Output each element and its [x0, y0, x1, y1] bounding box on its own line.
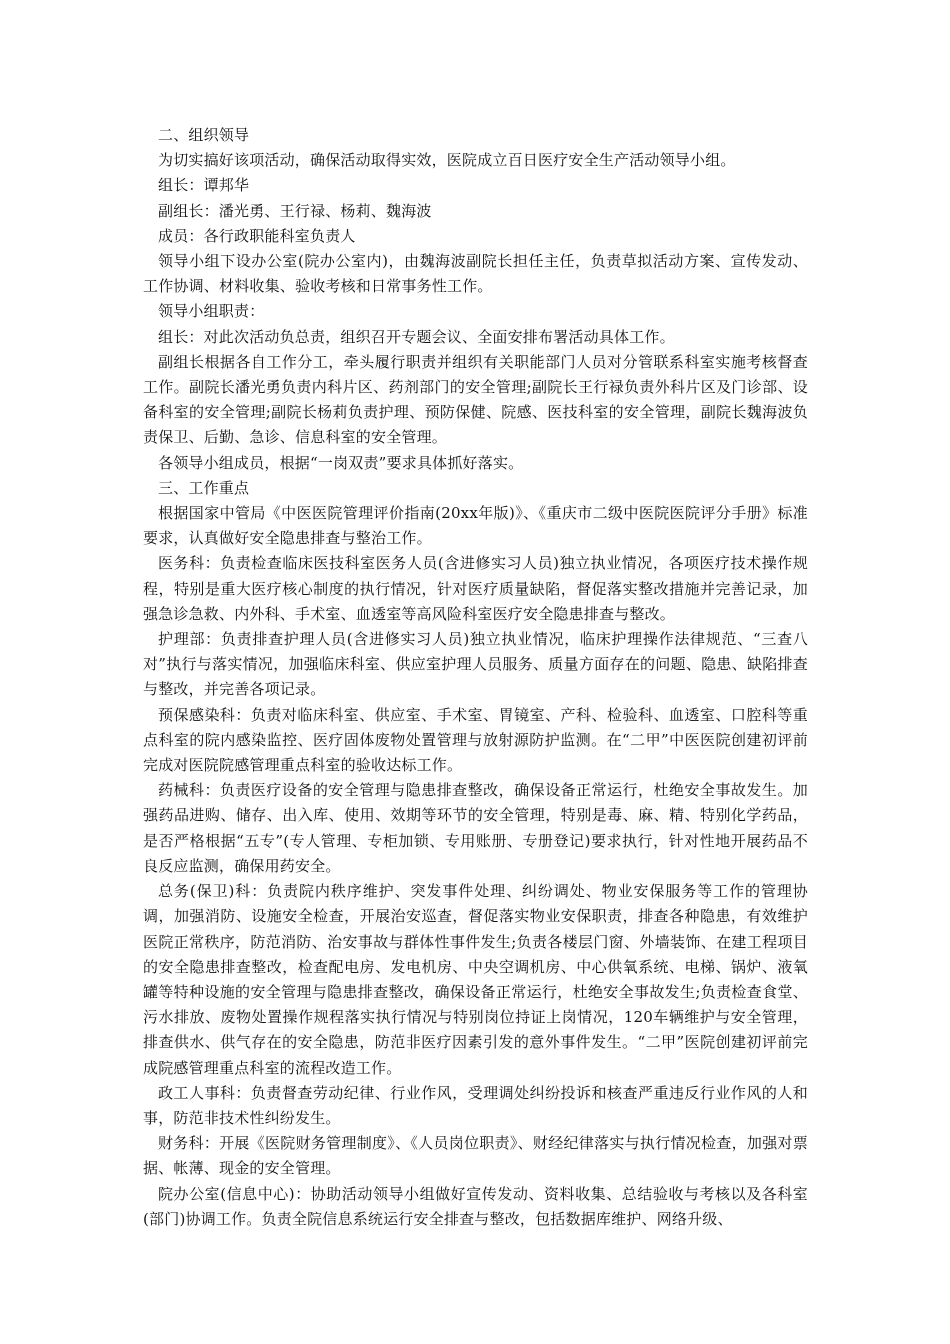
paragraph-deputy-leaders: 副组长：潘光勇、王行禄、杨莉、魏海波 — [158, 201, 432, 220]
heading-organization-leadership: 二、组织领导 — [158, 126, 250, 144]
paragraph-members-duty: 各领导小组成员，根据“一岗双责”要求具体抓好落实。 — [158, 453, 524, 472]
document-body — [143, 123, 808, 1232]
heading-work-focus: 三、工作重点 — [158, 478, 250, 497]
paragraph-finance: 财务科：开展《医院财务管理制度》、《人员岗位职责》、财经纪律落实与执行情况检查，加强对票据、帐薄、现金的安全管理。 — [143, 1134, 808, 1178]
paragraph-infection-control: 预保感染科：负责对临床科室、供应室、手术室、胃镜室、产科、检验科、血透室、口腔科等重点科室的院内感染监控、医疗固体废物处置管理与放射源防护监测。在“二甲”中医医院创建初评前完成对医院院感管理重点科室的验收达标工作。 — [143, 705, 808, 775]
paragraph-members: 成员：各行政职能科室负责人 — [158, 226, 356, 245]
paragraph-nursing: 护理部：负责排查护理人员(含进修实习人员)独立执业情况，临床护理操作法律规范、“三查八对”执行与落实情况，加强临床科室、供应室护理人员服务、质量方面存在的问题、隐患、缺陷排查与整改，并完善各项记录。 — [143, 630, 808, 699]
paragraph-medical-affairs: 医务科：负责检查临床医技科室医务人员(含进修实习人员)独立执业情况，各项医疗技术操作规程，特别是重大医疗核心制度的执行情况，针对医疗质量缺陷，督促落实整改措施并完善记录，加强急诊急救、内外科、手术室、血透室等高风险科室医疗安全隐患排查与整改。 — [143, 554, 808, 623]
paragraph-hospital-office: 院办公室(信息中心)：协助活动领导小组做好宣传发动、资料收集、总结验收与考核以及各科室(部门)协调工作。负责全院信息系统运行安全排查与整改，包括数据库维护、网络升级、 — [143, 1184, 808, 1228]
paragraph-pharmacy-equipment: 药械科：负责医疗设备的安全管理与隐患排查整改，确保设备正常运行，杜绝安全事故发生。加强药品进购、储存、出入库、使用、效期等环节的安全管理，特别是毒、麻、精、特别化学药品，是否严格根据“五专”(专人管理、专柜加锁、专用账册、专册登记)要求执行，针对性地开展药品不良反应监测，确保用药安全。 — [143, 781, 808, 875]
paragraph-deputy-duty: 副组长根据各自工作分工，牵头履行职责并组织有关职能部门人员对分管联系科室实施考核督查工作。副院长潘光勇负责内科片区、药剂部门的安全管理;副院长王行禄负责外科片区及门诊部、设备科室的安全管理;副院长杨莉负责护理、预防保健、院感、医技科室的安全管理，副院长魏海波负责保卫、后勤、急诊、信息科室的安全管理。 — [143, 352, 808, 447]
paragraph-duties-heading: 领导小组职责： — [158, 302, 265, 321]
paragraph-standards: 根据国家中管局《中医医院管理评价指南(20xx年版)》、《重庆市二级中医院医院评分手册》标准要求，认真做好安全隐患排查与整治工作。 — [143, 504, 808, 548]
paragraph-office-setup: 领导小组下设办公室(院办公室内)，由魏海波副院长担任主任，负责草拟活动方案、宣传发动、工作协调、材料收集、验收考核和日常事务性工作。 — [143, 252, 808, 296]
paragraph-personnel: 政工人事科：负责督查劳动纪律、行业作风，受理调处纠纷投诉和核查严重违反行业作风的人和事，防范非技术性纠纷发生。 — [143, 1083, 808, 1127]
paragraph-leadership-group-established: 为切实搞好该项活动，确保活动取得实效，医院成立百日医疗安全生产活动领导小组。 — [158, 151, 736, 170]
paragraph-leader-duty: 组长：对此次活动负总责，组织召开专题会议、全面安排布署活动具体工作。 — [158, 327, 675, 346]
paragraph-group-leader: 组长：谭邦华 — [158, 176, 250, 195]
paragraph-general-affairs-security: 总务(保卫)科：负责院内秩序维护、突发事件处理、纠纷调处、物业安保服务等工作的管理协调，加强消防、设施安全检查，开展治安巡查，督促落实物业安保职责，排查各种隐患，有效维护医院正常秩序，防范消防、治安事故与群体性事件发生;负责各楼层门窗、外墙装饰、在建工程项目的安全隐患排查整改，检查配电房、发电机房、中央空调机房、中心供氧系统、电梯、锅炉、液氧罐等特种设施的安全管理与隐患排查整改，确保设备正常运行，杜绝安全事故发生;负责检查食堂、污水排放、废物处置操作规程落实执行情况与特别岗位持证上岗情况，120车辆维护与安全管理，排查供水、供气存在的安全隐患，防范非医疗因素引发的意外事件发生。“二甲”医院创建初评前完成院感管理重点科室的流程改造工作。 — [143, 882, 808, 1077]
